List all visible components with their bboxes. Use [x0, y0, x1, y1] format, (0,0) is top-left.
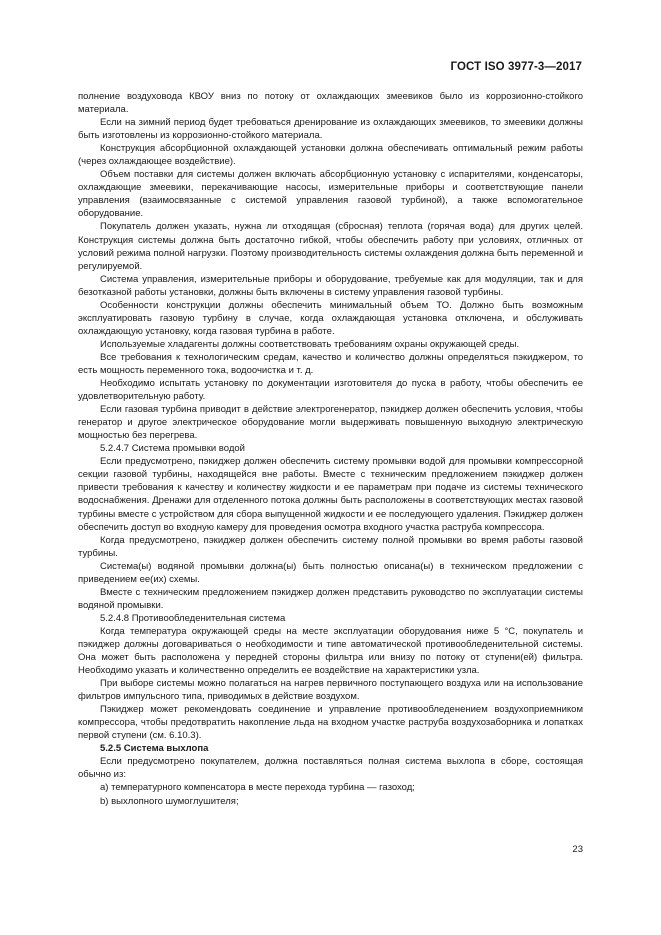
paragraph: Конструкция абсорбционной охлаждающей установки должна обеспечивать оптимальный режим работы (через охлаждающее воздействие). — [78, 143, 583, 168]
paragraph: полнение воздуховода КВОУ вниз по потоку от охлаждающих змеевиков было из коррозионно-стойкого материала. — [78, 91, 583, 116]
paragraph: Если на зимний период будет требоваться дренирование из охлаждающих змеевиков, то змеевики должны быть изготовлены из коррозионно-стойкого материала. — [78, 117, 583, 142]
list-item: a) температурного компенсатора в месте перехода турбина — газоход; — [100, 782, 415, 794]
paragraph: Когда предусмотрено, пэкиджер должен обеспечить систему полной промывки во время работы газовой турбины. — [78, 534, 583, 559]
section-heading: 5.2.4.8 Противообледенительная система — [100, 612, 286, 624]
paragraph: Система управления, измерительные приборы и оборудование, требуемые как для модуляции, так и для безотказной работы установки, должны быть включены в систему управления газовой турбины. — [78, 273, 583, 298]
document-body — [78, 90, 583, 808]
paragraph: Необходимо испытать установку по документации изготовителя до пуска в работу, чтобы обеспечить ее удовлетворительную работу. — [78, 378, 583, 403]
paragraph: Все требования к технологическим средам, качество и количество должны определяться пэкиджером, то есть мощность переменного тока, водоочистка и т. д. — [78, 351, 583, 376]
paragraph: Вместе с техническим предложением пэкиджер должен представить руководство по эксплуатации системы водяной промывки. — [78, 586, 583, 611]
paragraph: Пэкиджер может рекомендовать соединение и управление противообледенением воздухоприемником компрессора, чтобы предотвратить накопление льда на входном участке раструба воздухозаборника и лопатках первой ступени (см. 6.10.3). — [78, 704, 583, 742]
section-heading: 5.2.4.7 Система промывки водой — [100, 443, 245, 455]
paragraph: Если газовая турбина приводит в действие электрогенератор, пэкиджер должен обеспечить условия, чтобы генератор и другое электрическое оборудование могли выдерживать повышенную выходную электрическую мощностью без перегрева. — [78, 404, 583, 442]
paragraph: Используемые хладагенты должны соответствовать требованиям охраны окружающей среды. — [100, 338, 520, 350]
paragraph: Покупатель должен указать, нужна ли отходящая (сбросная) теплота (горячая вода) для других целей. Конструкция системы должна быть достаточно гибкой, чтобы обеспечить работу при условиях, отличных от условий режима полной нагрузки. Поэтому производительность системы охлаждения должна быть переменной и регулируемой. — [78, 221, 583, 272]
paragraph: Если предусмотрено, пэкиджер должен обеспечить систему промывки водой для промывки компрессорной секции газовой турбины, находящейся вне работы. Вместе с техническим предложением пэкиджер должен привести требования к качеству и количеству жидкости и ее параметрам при подаче из системы технического водоснабжения. Дренажи для отделенного потока должны быть расположены в соответствующих местах газовой турбины вместе с устройством для сбора выпущенной жидкости и ее последующего удаления. Пэкиджер должен обеспечить доступ во входную камеру для проведения осмотра входного участка раструба компрессора. — [78, 456, 583, 533]
list-item: b) выхлопного шумоглушителя; — [100, 795, 239, 807]
section-heading: 5.2.5 Система выхлопа — [100, 743, 209, 755]
document-code-header: ГОСТ ISO 3977-3—2017 — [450, 61, 582, 73]
paragraph: Объем поставки для системы должен включать абсорбционную установку с испарителями, конденсаторы, охлаждающие змеевики, перекачивающие насосы, измерительные приборы и соответствующие панели управления (взаимосвязанные с системой управления газовой турбиной), а также вспомогательное оборудование. — [78, 169, 583, 220]
paragraph: Если предусмотрено покупателем, должна поставляться полная система выхлопа в сборе, состоящая обычно из: — [78, 756, 583, 781]
page-number: 23 — [572, 844, 583, 855]
paragraph: Система(ы) водяной промывки должна(ы) быть полностью описана(ы) в техническом предложении с приведением ее(их) схемы. — [78, 560, 583, 585]
paragraph: Особенности конструкции должны обеспечить минимальный объем ТО. Должно быть возможным эксплуатировать газовую турбину в случае, когда охлаждающая установка отключена, и обслуживать охлаждающую установку, когда газовая турбина в работе. — [78, 299, 583, 337]
paragraph: Когда температура окружающей среды на месте эксплуатации оборудования ниже 5 °С, покупатель и пэкиджер должны договариваться о необходимости и типе автоматической противообледенительной системы. Она может быть расположена у передней стороны фильтра или внизу по потоку от ступени(ей) фильтра. Необходимо указать и количественно определить ее воздействие на характеристики узла. — [78, 625, 583, 677]
paragraph: При выборе системы можно полагаться на нагрев первичного поступающего воздуха или на использование фильтров импульсного типа, приводимых в действие воздухом. — [78, 678, 583, 703]
